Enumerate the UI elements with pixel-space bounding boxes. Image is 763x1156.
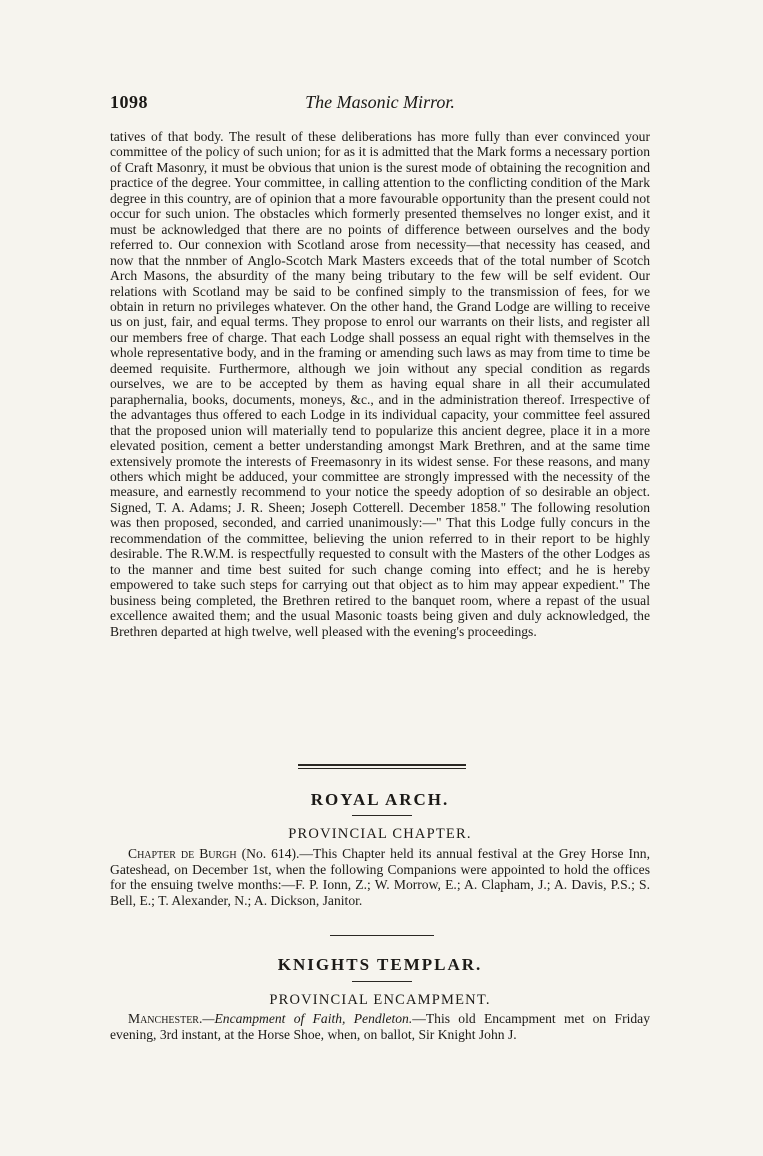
section-divider-rule: [330, 935, 434, 936]
royal-arch-heading: ROYAL ARCH.: [310, 790, 450, 809]
page-header: [110, 92, 650, 118]
manchester-paragraph: [110, 1011, 650, 1042]
section-divider-double-rule: [298, 764, 466, 769]
report-paragraph: [110, 129, 650, 639]
encampment-report-text: —This old Encampment met on Friday evening, 3rd instant, at the Horse Shoe, when, on ballot, Sir Knight John J.: [110, 1011, 651, 1042]
page-number: 1098: [110, 92, 148, 112]
running-title: The Masonic Mirror.: [305, 92, 455, 112]
report-text: tatives of that body. The result of these deliberations has more fully than ever convinced your committee of the policy of such union; for as it is admitted that the Mark forms a necessary portion of Craft Masonry, it must be obvious that union is the surest mode of obtaining the recognition and practice of the degree. Your committee, in calling attention to the conflicting condition of the Mark degree in this country, are of opinion that a more favourable opportunity than the present could not occur for such union. The obstacles which formerly presented themselves no longer exist, and it must be acknowledged that there are no points of difference between ourselves and the body referred to. Our connexion with Scotland arose from necessity—that necessity has ceased, and now that the nnmber of Anglo-Scotch Mark Masters exceeds that of the total number of Scotch Arch Masons, the absurdity of the many being tributary to the few will be self evident. Our relations with Scotland may be said to be confined simply to the transmission of fees, for we obtain in return no privileges whatever. On the other hand, the Grand Lodge are willing to receive us on just, fair, and equal terms. They propose to enrol our warrants on their lists, and register all our members free of charge. That each Lodge shall possess an equal right with themselves in the whole representative body, and in the framing or amending such laws as may from time to time be deemed requisite. Furthermore, although we join without any special condition as regards ourselves, we are to be accepted by them as having equal share in all their accumulated paraphernalia, books, documents, moneys, &c., and in the administration thereof. Irrespective of the advantages thus offered to each Lodge in its individual capacity, your committee feel assured that the proposed union will materially tend to popularize this ancient degree, place it in a more elevated position, cement a better understanding amongst Mark Brethren, and at the same time extensively promote the interests of Freemasonry in its widest sense. For these reasons, and many others which might be adduced, your committee are strongly impressed with the necessity of the measure, and earnestly recommend to your notice the speedy adoption of so desirable an object. Signed, T. A. Adams; J. R. Sheen; Joseph Cotterell. December 1858." The following resolution was then proposed, seconded, and carried unanimously:—" That this Lodge fully concurs in the recommendation of the committee, believing the union referred to in their report to be highly desirable. The R.W.M. is respectfully requested to consult with the Masters of the other Lodges as to the manner and time best suited for such change coming into effect; and he is hereby empowered to take such steps for carrying out that object as to him may appear expedient." The business being completed, the Brethren retired to the banquet room, where a repast of the usual excellence awaited them; and the usual Masonic toasts being given and duly acknowledged, the Brethren departed at high twelve, well pleased with the evening's proceedings.: [110, 129, 650, 639]
provincial-encampment-subheading: PROVINCIAL ENCAMPMENT.: [269, 992, 491, 1008]
knights-templar-heading-rule: [352, 981, 412, 982]
royal-arch-heading-rule: [352, 815, 412, 816]
provincial-chapter-subheading: PROVINCIAL CHAPTER.: [288, 826, 472, 842]
encampment-name: —Encampment of Faith, Pendleton.: [202, 1011, 413, 1026]
place-name: Manchester.: [128, 1011, 203, 1026]
chapter-de-burgh-paragraph: [110, 846, 650, 909]
knights-templar-heading: KNIGHTS TEMPLAR.: [277, 955, 483, 974]
chapter-name: Chapter de Burgh: [128, 846, 237, 861]
chapter-report-text: (No. 614).—This Chapter held its annual festival at the Grey Horse Inn, Gateshead, on December 1st, when the following Companions were appointed to hold the offices for the ensuing twelve months:—F. P. Ionn, Z.; W. Morrow, E.; A. Clapham, J.; A. Davis, P.S.; S. Bell, E.; T. Alexander, N.; A. Dickson, Janitor.: [110, 846, 650, 909]
